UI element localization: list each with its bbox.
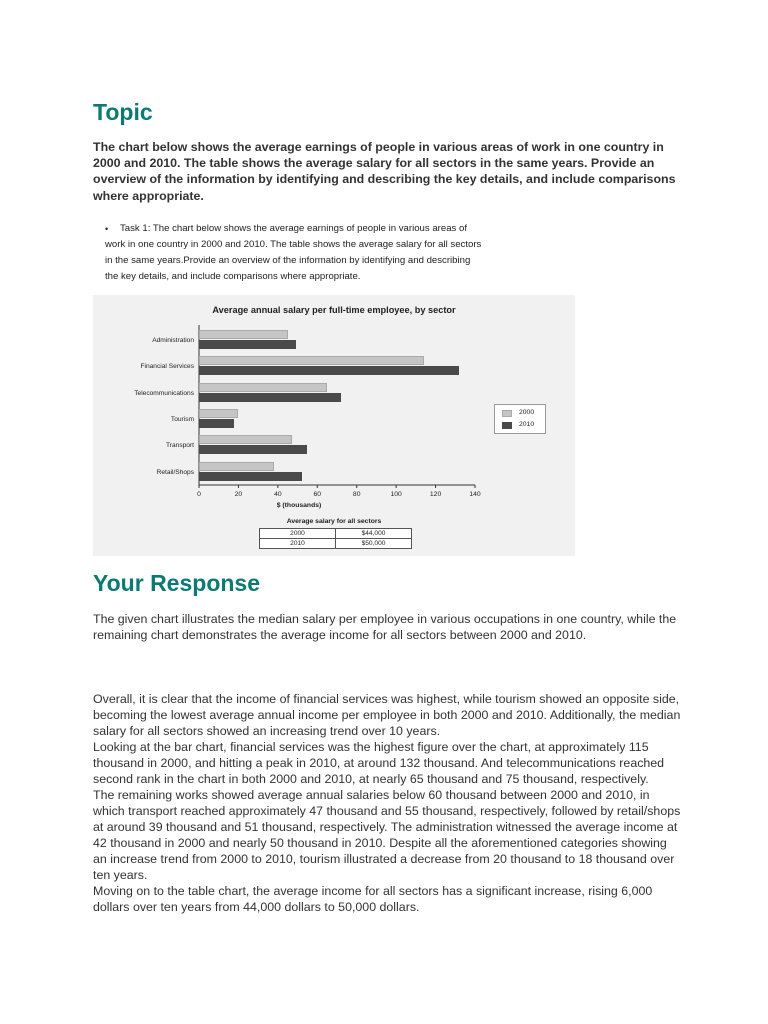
- category-label-telecommunications: Telecommunications: [134, 389, 194, 397]
- category-label-financial-services: Financial Services: [140, 363, 194, 371]
- bar-transport-2010: [199, 445, 307, 454]
- legend-swatch-2000: [502, 410, 512, 417]
- topic-prompt: The chart below shows the average earnings of people in various areas of work in one country in 2000 and 2010. The table shows the average salary for all sectors in the same years. Provide an overview of the information by identifying and describing the key details, and include comparisons where appropriate.: [93, 140, 676, 203]
- bar-retail-shops-2010: [199, 472, 302, 481]
- bullet-icon: •: [105, 224, 109, 234]
- bar-tourism-2000: [199, 409, 238, 418]
- table-cell-value: $50,000: [336, 539, 412, 549]
- response-body: [93, 691, 683, 915]
- legend-label-2000: 2000: [519, 409, 535, 416]
- x-tick-label: 40: [274, 491, 282, 498]
- bar-administration-2000: [199, 330, 288, 339]
- task-line-2: work in one country in 2000 and 2010. The table shows the average salary for all sectors: [105, 239, 482, 250]
- bar-administration-2010: [199, 340, 296, 349]
- chart-title: Average annual salary per full-time employee, by sector: [212, 305, 456, 315]
- legend-swatch-2010: [502, 422, 512, 429]
- x-tick-label: 100: [390, 491, 402, 498]
- task-line-4: the key details, and include comparisons where appropriate.: [105, 271, 361, 282]
- bar-telecommunications-2000: [199, 383, 327, 392]
- topic-heading: Topic: [93, 99, 153, 125]
- salary-table-title: Average salary for all sectors: [286, 518, 382, 525]
- table-row: [260, 539, 412, 549]
- x-tick-label: 20: [234, 491, 243, 498]
- response-heading: Your Response: [93, 570, 260, 596]
- chart-legend: [494, 404, 546, 434]
- response-paragraph: The remaining works showed average annual salaries below 60 thousand between 2000 and 2010, in which transport reached approximately 47 thousand and 55 thousand, respectively, followed by retail/shops at around 39 thousand and 51 thousand, respectively. The administration witnessed the average income at 42 thousand in 2000 and nearly 50 thousand in 2010. Despite all the aforementioned categories showing an increase trend from 2000 to 2010, tourism illustrated a decrease from 20 thousand to 18 thousand over ten years.: [93, 788, 681, 882]
- x-tick-label: 80: [352, 491, 361, 498]
- bar-financial-services-2000: [199, 356, 424, 365]
- category-label-transport: Transport: [166, 442, 194, 450]
- table-row: [260, 529, 412, 539]
- task-line-3: in the same years.Provide an overview of the information by identifying and describing: [105, 255, 471, 266]
- bar-financial-services-2010: [199, 366, 459, 375]
- task-line-1: Task 1: The chart below shows the average earnings of people in various areas of: [120, 223, 467, 234]
- salary-table: [259, 528, 412, 549]
- bar-retail-shops-2000: [199, 462, 274, 471]
- response-paragraph: Moving on to the table chart, the average income for all sectors has a significant increase, rising 6,000 dollars over ten years from 44,000 dollars to 50,000 dollars.: [93, 884, 653, 914]
- response-intro: The given chart illustrates the median salary per employee in various occupations in one country, while the remaining chart demonstrates the average income for all sectors between 2000 and 2010.: [93, 612, 677, 642]
- table-cell-value: $44,000: [336, 529, 412, 539]
- legend-label-2010: 2010: [519, 421, 535, 428]
- chart-figure: [93, 215, 575, 556]
- table-cell-year: 2000: [260, 529, 336, 539]
- x-tick-label: 140: [469, 491, 481, 498]
- x-axis-label: $ (thousands): [276, 502, 322, 509]
- category-label-tourism: Tourism: [170, 415, 194, 423]
- bar-tourism-2010: [199, 419, 234, 428]
- x-tick-label: 120: [429, 491, 442, 498]
- response-paragraph: Overall, it is clear that the income of financial services was highest, while tourism showed an opposite side, becoming the lowest average annual income per employee in both 2000 and 2010. Additionally, the median salary for all sectors showed an increasing trend over 10 years.: [93, 692, 681, 738]
- category-label-retail-shops: Retail/Shops: [156, 468, 194, 476]
- x-tick-label: 60: [313, 491, 322, 498]
- x-tick-label: 0: [197, 491, 201, 498]
- response-paragraph: Looking at the bar chart, financial services was the highest figure over the chart, at approximately 115 thousand in 2000, and hitting a peak in 2010, at around 132 thousand. And telecommunications reached second rank in the chart in both 2000 and 2010, at nearly 65 thousand and 75 thousand, respectively.: [93, 740, 665, 786]
- category-label-administration: Administration: [152, 337, 194, 344]
- table-cell-year: 2010: [260, 539, 336, 549]
- bar-telecommunications-2010: [199, 393, 341, 402]
- chart-axes: [93, 215, 575, 556]
- bar-transport-2000: [199, 435, 292, 444]
